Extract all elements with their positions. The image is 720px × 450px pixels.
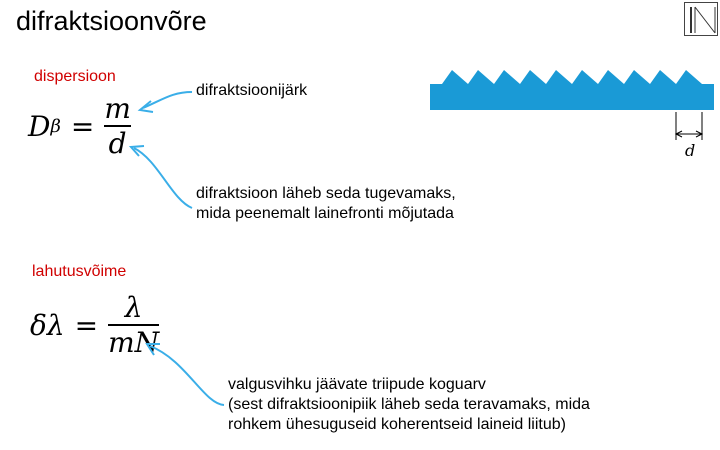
resolution-formula	[30, 291, 159, 359]
slide-title: difraktsioonvõre	[16, 6, 207, 36]
dispersion-lhs: D	[28, 109, 51, 143]
dispersion-label: dispersioon	[34, 68, 116, 85]
period-d-label: d	[685, 141, 696, 160]
end-of-slide-icon[interactable]	[684, 2, 718, 36]
resolution-lhs: δλ	[30, 308, 65, 342]
resolution-note: valgusvihku jäävate triipude koguarv (sest difraktsioonipiik läheb seda teravamaks, mida rohkem ühesuguseid koherentseid laineid liitub)	[228, 376, 590, 433]
arrowhead-dispersion-note	[131, 146, 144, 156]
arrow-resolution-note	[150, 346, 224, 405]
dispersion-note: difraktsioon läheb seda tugevamaks, mida peenemalt lainefronti mõjutada	[196, 185, 456, 222]
arrowhead-grating-order	[140, 101, 153, 112]
grating-shape	[430, 70, 714, 110]
dispersion-numerator: m	[104, 92, 131, 125]
dispersion-lhs-sub: β	[50, 115, 61, 137]
equals-sign: =	[74, 308, 99, 342]
resolution-numerator: λ	[124, 291, 143, 324]
arrow-grating-order	[143, 92, 192, 108]
arrow-dispersion-note	[134, 148, 192, 208]
period-arrowhead-right	[696, 131, 702, 137]
resolution-denominator: mN	[108, 326, 160, 359]
dispersion-fraction	[104, 92, 131, 160]
period-arrowhead-left	[676, 131, 682, 137]
resolution-fraction	[108, 291, 159, 359]
dispersion-denominator: d	[108, 127, 127, 160]
resolution-label: lahutusvõime	[32, 263, 127, 280]
equals-sign: =	[70, 109, 95, 143]
dispersion-formula	[28, 92, 131, 160]
grating-order-label: difraktsioonijärk	[196, 82, 308, 99]
